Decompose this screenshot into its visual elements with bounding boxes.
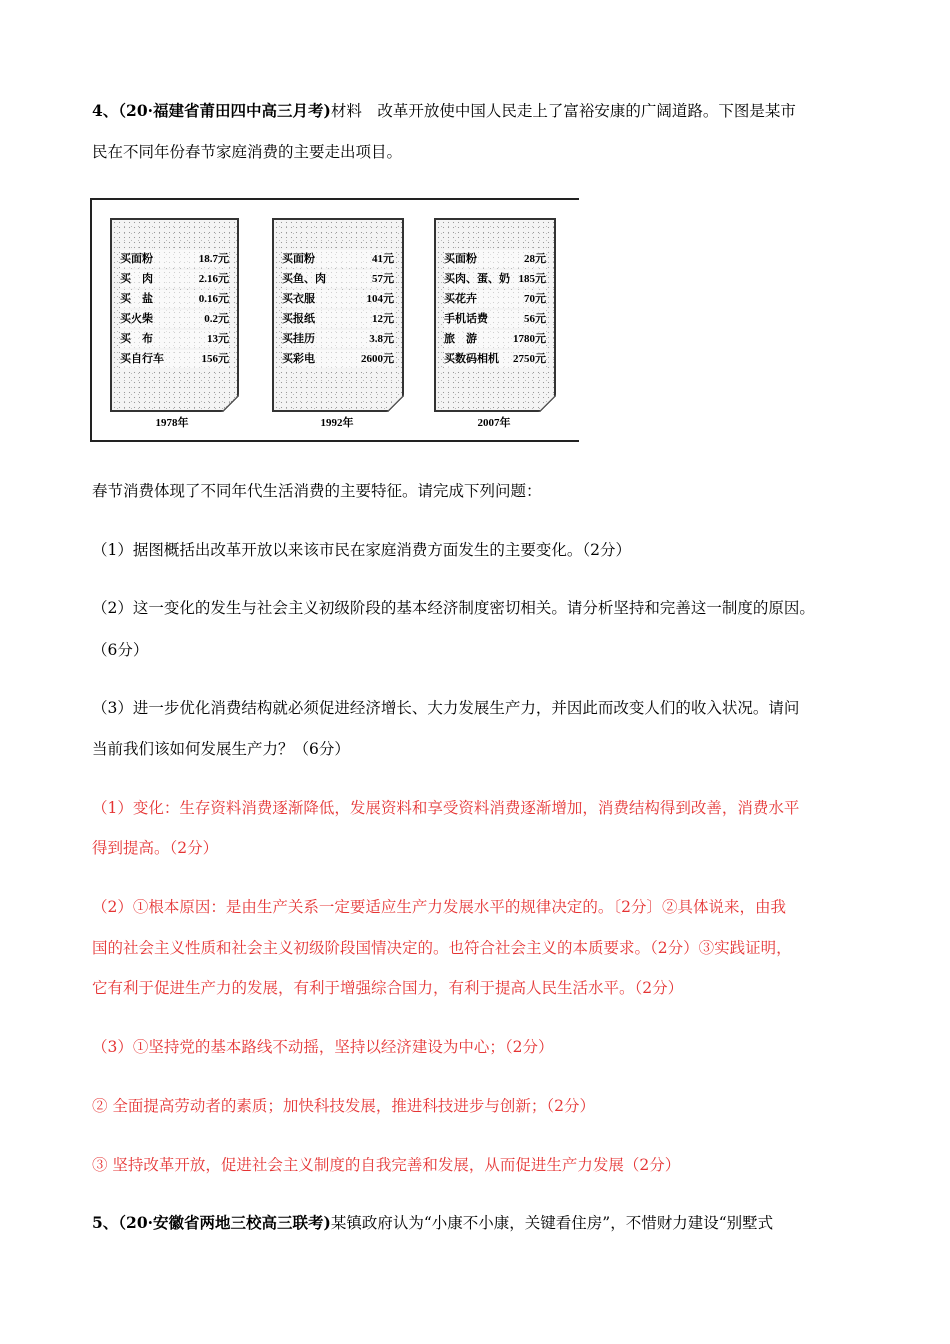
consumption-price: 2600元 (361, 353, 394, 365)
consumption-row (120, 290, 229, 308)
consumption-item: 买肉、蛋、奶 (444, 273, 510, 285)
sub-question-2-score: （6分） (92, 641, 149, 659)
consumption-price: 2.16元 (198, 273, 229, 285)
consumption-row (444, 310, 546, 328)
consumption-price: 104元 (366, 293, 394, 305)
consumption-row (120, 270, 229, 288)
consumption-item: 手机话费 (444, 313, 488, 325)
page-fold-icon (538, 394, 556, 412)
consumption-item: 买挂历 (282, 333, 315, 345)
consumption-row (282, 270, 394, 288)
consumption-price: 2750元 (513, 353, 546, 365)
consumption-row (282, 310, 394, 328)
page-fold-icon (221, 394, 239, 412)
consumption-price: 70元 (524, 293, 546, 305)
consumption-price: 3.8元 (369, 333, 394, 345)
consumption-item: 旅 游 (444, 333, 477, 345)
consumption-row (120, 310, 229, 328)
question-source: （20·福建省莆田四中高三月考) (118, 101, 331, 120)
sub-question-3: （3）进一步优化消费结构就必须促进经济增长、大力发展生产力，并因此而改变人们的收入状况。请问 (92, 699, 800, 717)
consumption-item: 买面粉 (444, 253, 477, 265)
consumption-row (282, 330, 394, 348)
consumption-price: 1780元 (513, 333, 546, 345)
consumption-price: 41元 (372, 253, 394, 265)
panel-year: 2007年 (477, 417, 511, 429)
consumption-item: 买 肉 (120, 273, 153, 285)
consumption-item: 买面粉 (282, 253, 315, 265)
sub-question-2: （2）这一变化的发生与社会主义初级阶段的基本经济制度密切相关。请分析坚持和完善这一制度的原因。 (92, 599, 815, 617)
consumption-price: 156元 (201, 353, 229, 365)
question-number: 5、 (92, 1213, 119, 1232)
consumption-item: 买报纸 (282, 313, 315, 325)
consumption-figure (90, 198, 579, 442)
consumption-price: 0.2元 (204, 313, 229, 325)
question-source: （20·安徽省两地三校高三联考) (118, 1213, 331, 1232)
question-5-heading (92, 1213, 773, 1233)
consumption-row (444, 290, 546, 308)
consumption-item: 买自行车 (120, 353, 164, 365)
consumption-row (444, 330, 546, 348)
consumption-item: 买花卉 (444, 293, 477, 305)
answer-3-point-2: ② 全面提高劳动者的素质；加快科技发展，推进科技进步与创新；（2分） (92, 1097, 596, 1115)
consumption-row (120, 250, 229, 268)
consumption-row (120, 350, 229, 368)
consumption-item: 买彩电 (282, 353, 315, 365)
question-intro: 材料 改革开放使中国人民走上了富裕安康的广阔道路。下图是某市 (330, 102, 796, 120)
answer-2-continued: 它有利于促进生产力的发展，有利于增强综合国力，有利于提高人民生活水平。（2分） (92, 979, 684, 997)
answer-1-continued: 得到提高。（2分） (92, 839, 219, 857)
consumption-item: 买衣服 (282, 293, 315, 305)
consumption-row (282, 250, 394, 268)
consumption-row (120, 330, 229, 348)
consumption-price: 13元 (207, 333, 229, 345)
answer-3: （3）①坚持党的基本路线不动摇，坚持以经济建设为中心；（2分） (92, 1038, 554, 1056)
consumption-item: 买面粉 (120, 253, 153, 265)
answer-1: （1）变化：生存资料消费逐渐降低，发展资料和享受资料消费逐渐增加，消费结构得到改善，消费水平 (92, 799, 800, 817)
question-4-heading (92, 101, 796, 121)
panel-year: 1978年 (155, 417, 189, 429)
consumption-price: 12元 (372, 313, 394, 325)
question-number: 4、 (92, 101, 119, 120)
page-fold-icon (386, 394, 404, 412)
consumption-price: 56元 (524, 313, 546, 325)
lead-text: 春节消费体现了不同年代生活消费的主要特征。请完成下列问题： (92, 482, 542, 500)
consumption-row (444, 350, 546, 368)
consumption-row (282, 290, 394, 308)
consumption-price: 57元 (372, 273, 394, 285)
consumption-item: 买 盐 (120, 293, 153, 305)
consumption-row (282, 350, 394, 368)
panel-year: 1992年 (320, 417, 354, 429)
consumption-price: 0.16元 (198, 293, 229, 305)
answer-3-point-3: ③ 坚持改革开放，促进社会主义制度的自我完善和发展，从而促进生产力发展（2分） (92, 1156, 681, 1174)
consumption-item: 买数码相机 (444, 353, 499, 365)
consumption-price: 28元 (524, 253, 546, 265)
panel-1992 (272, 218, 404, 412)
answer-2-continued: 国的社会主义性质和社会主义初级阶段国情决定的。也符合社会主义的本质要求。（2分）③实践证明， (92, 939, 792, 957)
consumption-item: 买鱼、肉 (282, 273, 326, 285)
consumption-price: 18.7元 (198, 253, 229, 265)
sub-question-3-continued: 当前我们该如何发展生产力？（6分） (92, 740, 350, 758)
question-text: 某镇政府认为“小康不小康，关键看住房”，不惜财力建设“别墅式 (330, 1214, 774, 1232)
consumption-row (444, 250, 546, 268)
question-intro-continued: 民在不同年份春节家庭消费的主要走出项目。 (92, 143, 403, 161)
consumption-item: 买火柴 (120, 313, 153, 325)
answer-2: （2）①根本原因：是由生产关系一定要适应生产力发展水平的规律决定的。〔2分〕②具体说来，由我 (92, 898, 786, 916)
consumption-price: 185元 (518, 273, 546, 285)
sub-question-1: （1）据图概括出改革开放以来该市民在家庭消费方面发生的主要变化。（2分） (92, 541, 631, 559)
panel-1978 (110, 218, 239, 412)
consumption-item: 买 布 (120, 333, 153, 345)
panel-2007 (434, 218, 556, 412)
consumption-row (444, 270, 546, 288)
